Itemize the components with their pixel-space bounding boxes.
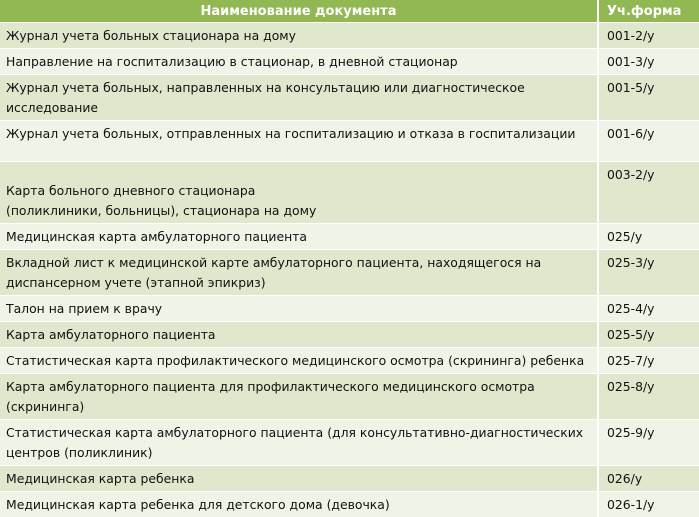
document-name-line: Карта больного дневного стационара [6, 183, 256, 198]
form-code-cell: 001-3/у [597, 48, 699, 74]
document-name-line: Статистическая карта амбулаторного пациента (для консультативно-диагностических [6, 425, 584, 440]
document-name-line: Медицинская карта ребенка для детского дома (девочка) [6, 497, 390, 512]
form-code-cell: 001-6/у [597, 120, 699, 161]
document-name-cell [0, 74, 597, 120]
document-name-line: Талон на прием к врачу [6, 301, 163, 316]
header-form: Уч.форма [597, 0, 699, 22]
document-name-cell [0, 373, 597, 419]
document-name-cell [0, 347, 597, 373]
form-code-cell: 026-1/у [597, 491, 699, 517]
form-code-cell: 025-3/у [597, 249, 699, 295]
table-row [0, 419, 699, 465]
document-name-line: Медицинская карта амбулаторного пациента [6, 229, 308, 244]
document-name-cell [0, 491, 597, 517]
document-name-line: (скрининга) [6, 399, 85, 414]
form-code-cell: 026/у [597, 465, 699, 491]
document-name-line: Карта амбулаторного пациента для профилактического медицинского осмотра [6, 379, 535, 394]
document-name-line: Медицинская карта ребенка [6, 471, 195, 486]
document-name-line: (поликлиники, больницы), стационара на дому [6, 203, 317, 218]
table-header-row [0, 0, 699, 22]
table-row [0, 491, 699, 517]
document-name-line: диспансерном учете (этапной эпикриз) [6, 275, 266, 290]
document-name-cell [0, 22, 597, 48]
form-code-cell: 001-5/у [597, 74, 699, 120]
document-name-line: Вкладной лист к медицинской карте амбулаторного пациента, находящегося на [6, 255, 542, 270]
form-code-cell: 025-9/у [597, 419, 699, 465]
form-code-cell: 025-4/у [597, 295, 699, 321]
document-name-cell [0, 295, 597, 321]
document-name-line: исследование [6, 100, 99, 115]
document-name-line: Карта амбулаторного пациента [6, 327, 216, 342]
document-name-line: Направление на госпитализацию в стационар, в дневной стационар [6, 54, 458, 69]
document-name-cell [0, 465, 597, 491]
document-name-line: Журнал учета больных, отправленных на госпитализацию и отказа в госпитализации [6, 126, 576, 141]
table-row [0, 223, 699, 249]
form-code-cell: 025-5/у [597, 321, 699, 347]
document-name-line: центров (поликлиник) [6, 445, 153, 460]
table-row [0, 120, 699, 161]
document-name-cell [0, 223, 597, 249]
document-name-line: Журнал учета больных стационара на дому [6, 28, 296, 43]
document-name-cell [0, 249, 597, 295]
document-name-line: Журнал учета больных, направленных на консультацию или диагностическое [6, 80, 525, 95]
form-code-cell: 025/у [597, 223, 699, 249]
table-row [0, 74, 699, 120]
table-row [0, 249, 699, 295]
form-code-cell: 025-7/у [597, 347, 699, 373]
table-row [0, 295, 699, 321]
document-name-cell [0, 120, 597, 161]
table-row [0, 161, 699, 223]
header-document-name: Наименование документа [0, 0, 597, 22]
document-name-line: Статистическая карта профилактического медицинского осмотра (скрининга) ребенка [6, 353, 585, 368]
document-name-cell [0, 419, 597, 465]
table-body [0, 22, 699, 517]
form-code-cell: 003-2/у [597, 161, 699, 223]
table-row [0, 48, 699, 74]
table-row [0, 347, 699, 373]
document-name-cell [0, 48, 597, 74]
document-name-cell [0, 161, 597, 223]
form-code-cell: 001-2/у [597, 22, 699, 48]
table-row [0, 22, 699, 48]
table-row [0, 373, 699, 419]
table-row [0, 465, 699, 491]
document-name-cell [0, 321, 597, 347]
form-code-cell: 025-8/у [597, 373, 699, 419]
table-row [0, 321, 699, 347]
